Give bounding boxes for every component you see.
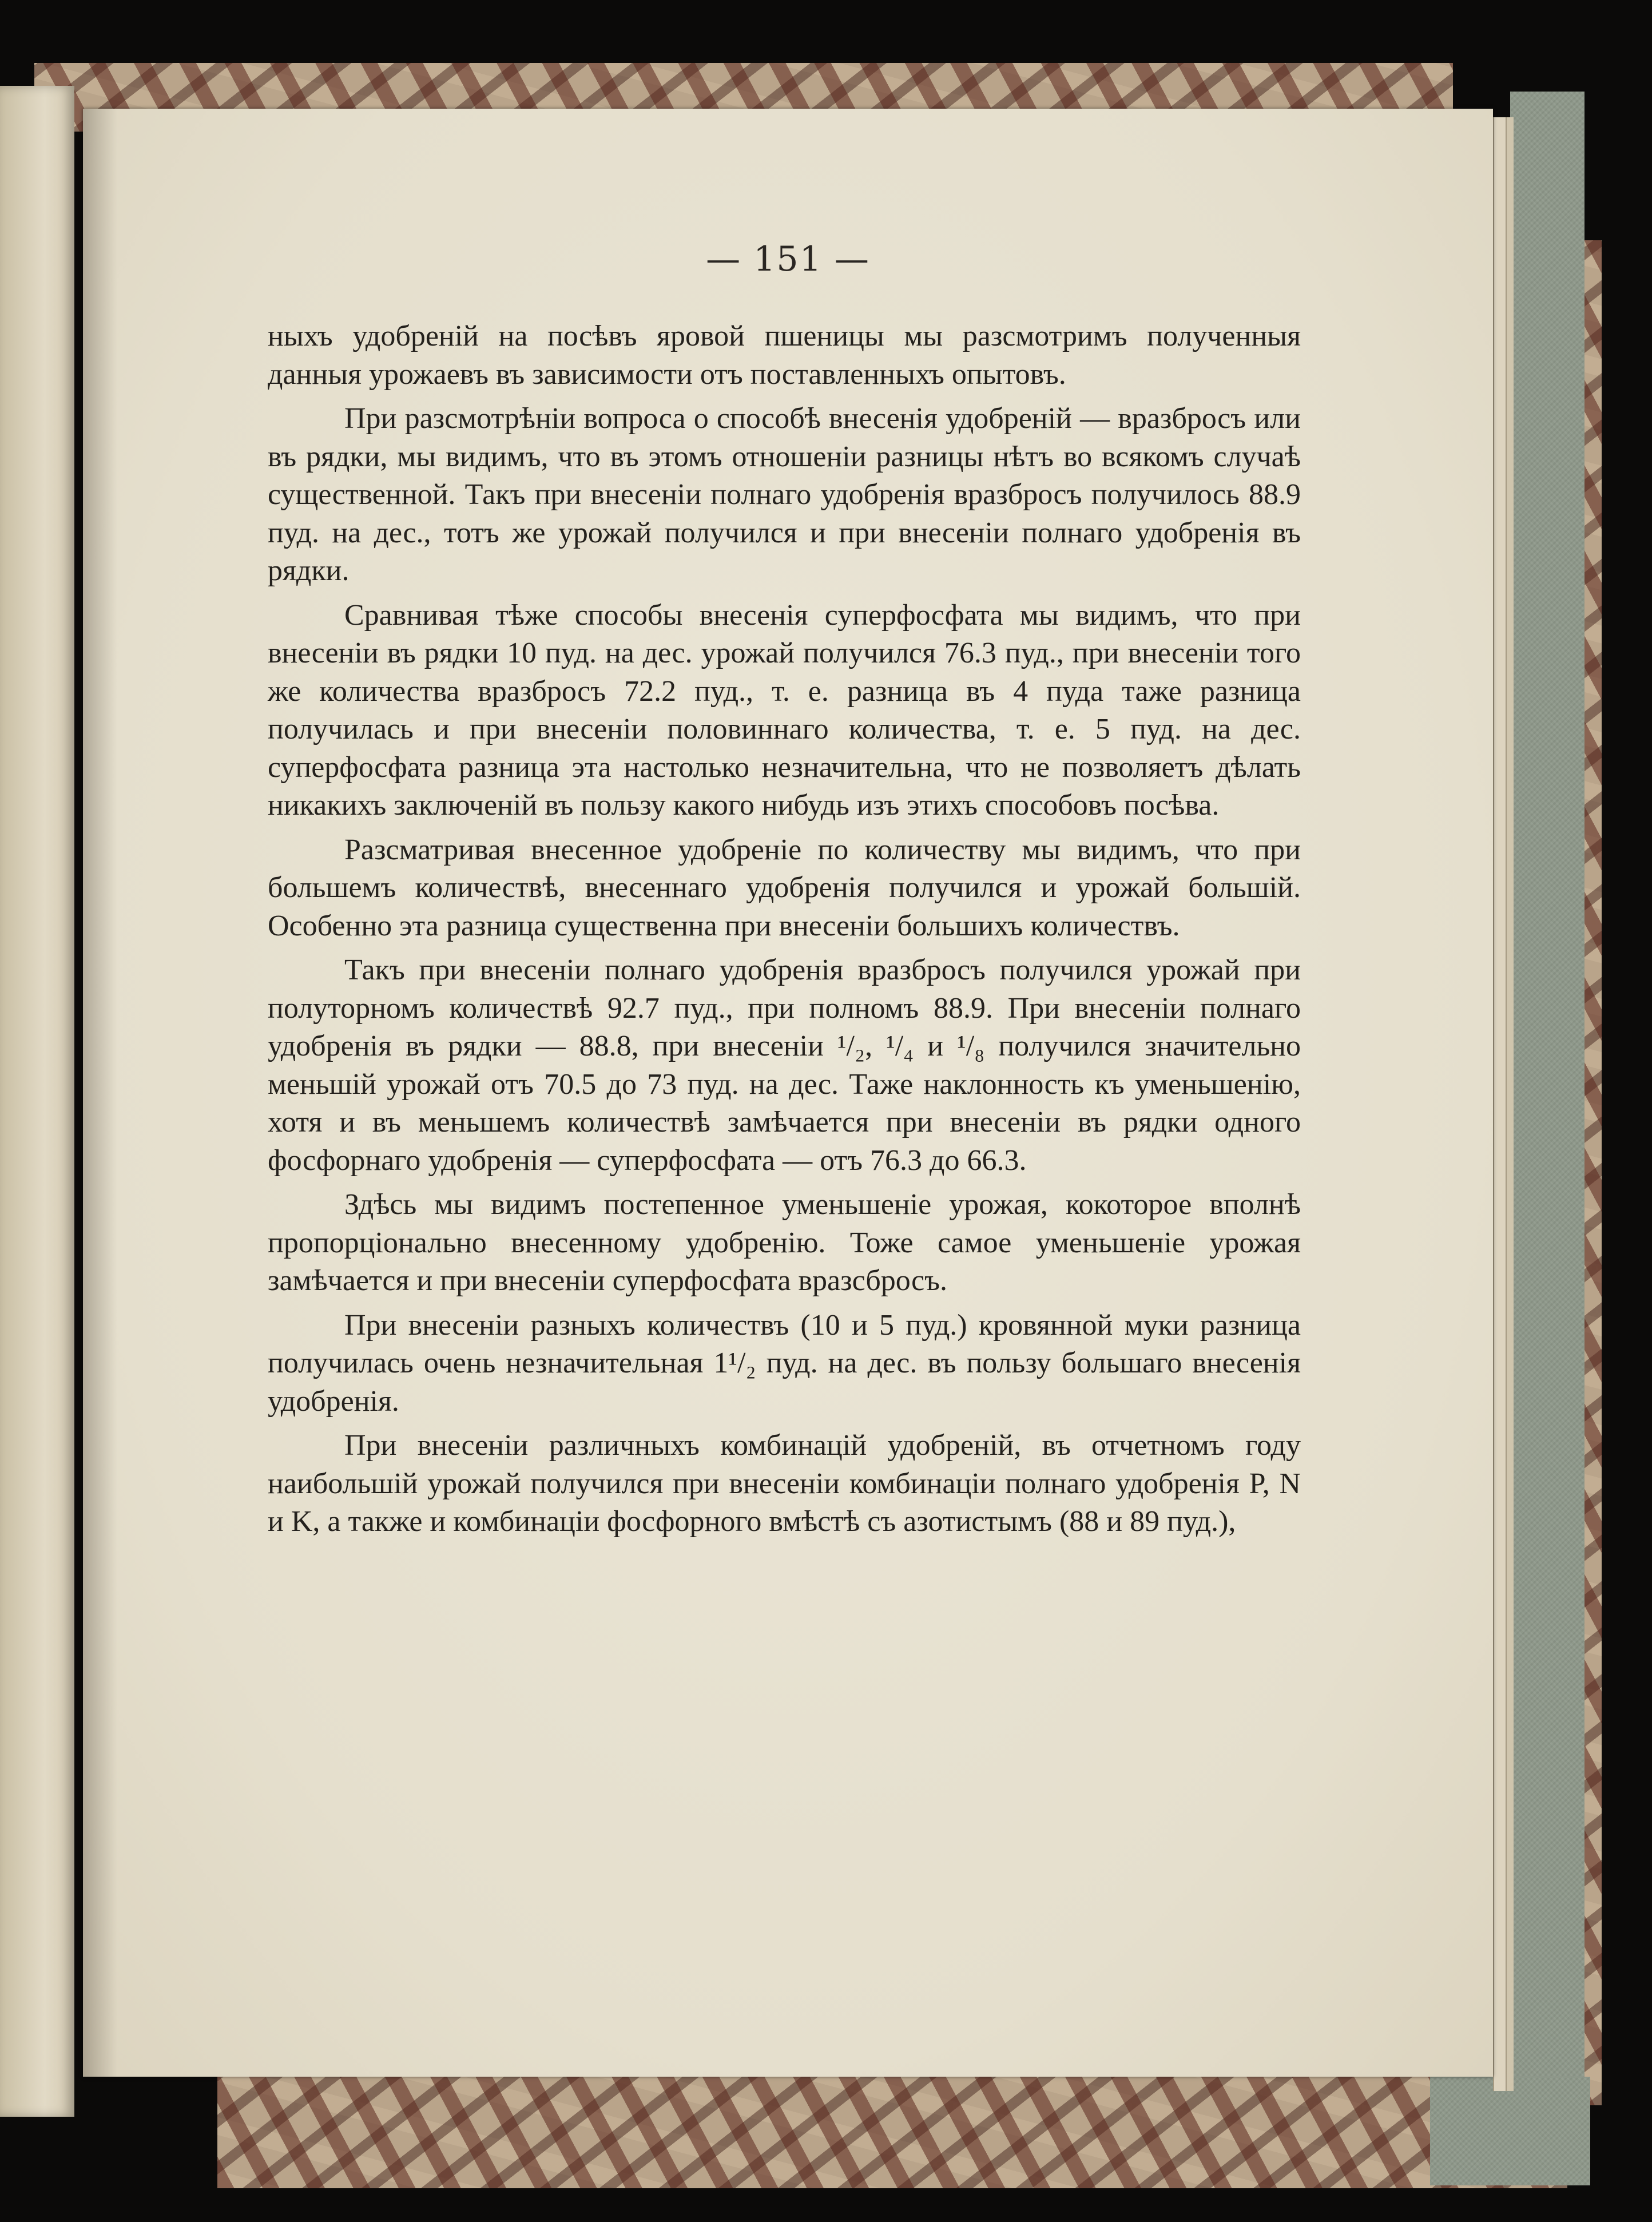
paragraph: При внесеніи различныхъ комбинацій удобреній, въ отчетномъ году наибольшій урожай получился при внесеніи комбинаціи полнаго удобренія P, N и K, а также и комбинаціи фосфорного вмѣстѣ съ азотистымъ (88 и 89 пуд.), bbox=[268, 1429, 1301, 1538]
page-stack-edge bbox=[1493, 117, 1507, 2091]
cloth-binding-right bbox=[1510, 92, 1585, 2128]
page-stack-edge-inner bbox=[1506, 117, 1514, 2091]
paragraph: Здѣсь мы видимъ постепенное уменьшеніе урожая, кокоторое вполнѣ пропорціонально внесенному удобренію. Тоже самое уменьшеніе урожая замѣчается и при внесеніи суперфосфата вразсбросъ. bbox=[268, 1188, 1301, 1297]
paragraph: Такъ при внесеніи полнаго удобренія вразбросъ получился урожай при полуторномъ количествѣ 92.7 пуд., при полномъ 88.9. При внесеніи полнаго удобренія въ рядки — 88.8, при внесеніи ¹/₂, ¹/₄ и ¹/₈ получился значительно меньшій урожай отъ 70.5 до 73 пуд. на дес. Таже наклонность къ уменьшенію, хотя и въ меньшемъ количествѣ замѣчается при внесеніи въ рядки одного фосфорнаго удобренія — суперфосфата — отъ 76.3 до 66.3. bbox=[268, 954, 1301, 1177]
paragraph: При разсмотрѣніи вопроса о способѣ внесенія удобреній — вразбросъ или въ рядки, мы видимъ, что въ этомъ отношеніи разницы нѣтъ во всякомъ случаѣ существенной. Такъ при внесеніи полнаго удобренія вразбросъ получилось 88.9 пуд. на дес., тотъ же урожай получился и при внесеніи полнаго удобренія въ рядки. bbox=[268, 402, 1301, 587]
page-number: — 151 — bbox=[706, 239, 870, 279]
cloth-binding-corner bbox=[1430, 2077, 1590, 2185]
paragraph: При внесеніи разныхъ количествъ (10 и 5 пуд.) кровянной муки разница получилась очень незначительная 1¹/₂ пуд. на дес. въ пользу большаго внесенія удобренія. bbox=[268, 1308, 1301, 1418]
gutter-shadow bbox=[83, 109, 117, 2077]
paragraph: Разсматривая внесенное удобреніе по количеству мы видимъ, что при большемъ количествѣ, внесеннаго удобренія получился и урожай большій. Особенно эта разница существенна при внесеніи большихъ количествъ. bbox=[268, 833, 1301, 942]
book-page bbox=[83, 109, 1493, 2077]
paragraph: Сравнивая тѣже способы внесенія суперфосфата мы видимъ, что при внесеніи въ рядки 10 пуд. на дес. урожай получился 76.3 пуд., при внесеніи того же количества вразбросъ 72.2 пуд., т. е. разница въ 4 пуда таже разница получилась и при внесеніи половиннаго количества, т. е. 5 пуд. на дес. суперфосфата разница эта настолько незначительна, что не позволяетъ дѣлать никакихъ заключеній въ пользу какого нибудь изъ этихъ способовъ посѣва. bbox=[268, 598, 1301, 822]
previous-page-edge bbox=[0, 86, 74, 2117]
page-text bbox=[268, 318, 1301, 1541]
paragraph: ныхъ удобреній на посѣвъ яровой пшеницы мы разсмотримъ полученныя данныя урожаевъ въ зависимости отъ поставленныхъ опытовъ. bbox=[268, 320, 1301, 391]
